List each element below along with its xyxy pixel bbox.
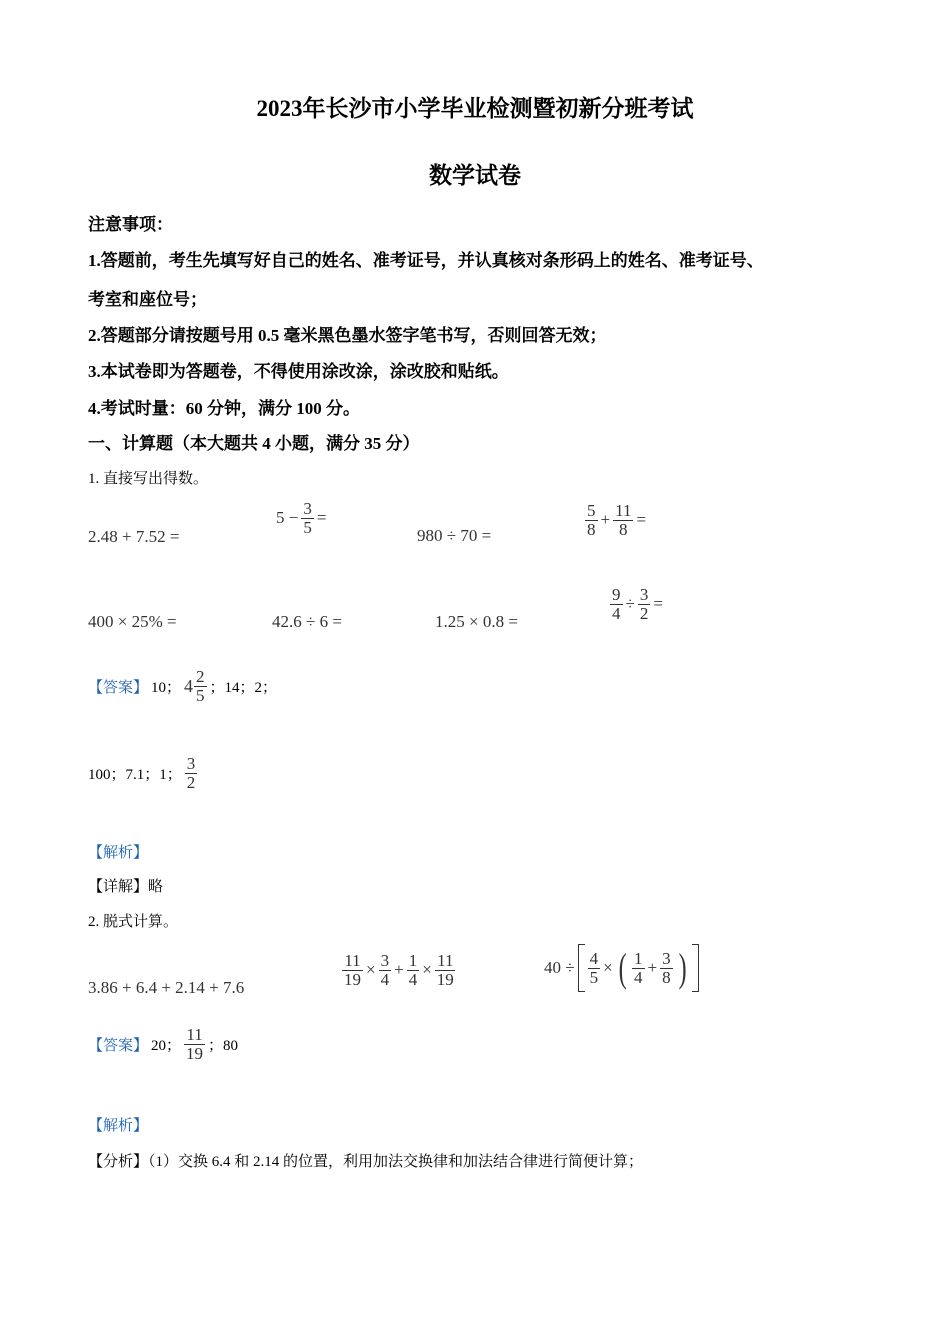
fraction-denominator: 19 <box>186 1043 204 1063</box>
q2-expr-3-fraction-3 <box>660 950 673 987</box>
q2-answer-fraction <box>184 1026 205 1063</box>
fraction-numerator: 4 <box>589 948 599 968</box>
note-item-4: 4.考试时量：60 分钟，满分 100 分。 <box>88 399 360 418</box>
times-sign: × <box>422 960 432 980</box>
answer-label: 【答案】 <box>88 679 149 696</box>
fraction-denominator: 8 <box>619 519 628 539</box>
fraction-numerator: 3 <box>639 585 649 604</box>
fraction-denominator: 4 <box>380 969 390 989</box>
q2-fenxi <box>88 1150 643 1171</box>
q1-answer <box>88 668 277 705</box>
q2-expr-2-fraction-2 <box>379 952 392 989</box>
fraction-numerator: 3 <box>662 948 671 968</box>
q1-expr-2-fraction <box>301 500 314 537</box>
q1-answer-mixed-number <box>184 668 207 705</box>
times-sign: × <box>603 958 613 977</box>
q2-expr-2 <box>342 952 456 989</box>
plus-sign: + <box>647 958 658 977</box>
plus-sign: + <box>394 960 404 980</box>
fraction-denominator: 5 <box>589 967 599 987</box>
right-paren: ) <box>678 945 687 990</box>
q2-expr-3-fraction-1 <box>588 950 601 987</box>
q1-prompt: 1. 直接写出得数。 <box>88 471 209 487</box>
fraction-denominator: 5 <box>196 685 205 705</box>
mixed-fraction <box>194 668 207 705</box>
q2-expr-2-fraction-4 <box>435 952 456 989</box>
detail-label: 【详解】 <box>88 879 149 895</box>
fraction-denominator: 4 <box>634 967 643 987</box>
note-item-1-line-1: 1.答题前，考生先填写好自己的姓名、准考证号，并认真核对条形码上的姓名、准考证号、 <box>88 251 764 270</box>
q2-expr-1: 3.86 + 6.4 + 2.14 + 7.6 <box>88 978 245 997</box>
q1-expr-3: 980 ÷ 70 = <box>417 526 492 545</box>
fraction-numerator: 11 <box>344 951 361 970</box>
fraction-denominator: 8 <box>587 519 596 539</box>
fraction-numerator: 1 <box>408 951 418 970</box>
note-item-1-line-2: 考室和座位号； <box>88 290 207 309</box>
mixed-whole: 4 <box>184 675 194 696</box>
fraction-numerator: 9 <box>612 585 621 604</box>
equals-sign: = <box>316 508 327 528</box>
equals-sign: = <box>653 594 663 614</box>
fraction-numerator: 5 <box>587 501 596 520</box>
fraction-denominator: 8 <box>662 967 671 987</box>
q2-analysis-label: 【解析】 <box>88 1118 149 1134</box>
fenxi-text: （1）交换 6.4 和 2.14 的位置，利用加法交换律和加法结合律进行简便计算； <box>148 1154 644 1170</box>
fraction-denominator: 4 <box>612 603 621 623</box>
left-paren: ( <box>618 945 627 990</box>
q1-expr-2 <box>276 500 326 537</box>
left-square-bracket <box>578 944 585 992</box>
q2-expr-2-fraction-1 <box>342 952 363 989</box>
section-1-heading: 一、计算题（本大题共 4 小题，满分 35 分） <box>88 434 420 453</box>
detail-text: 略 <box>148 879 164 895</box>
q1-expr-4-fraction-2 <box>613 502 633 539</box>
fraction-denominator: 2 <box>186 772 196 792</box>
q1-expr-8-fraction-2 <box>638 586 651 623</box>
fenxi-label: 【分析】 <box>88 1154 149 1170</box>
fraction-numerator: 3 <box>303 499 312 518</box>
q1-expr-5: 400 × 25% = <box>88 612 177 631</box>
q2-expr-3-lead: 40 ÷ <box>544 958 575 977</box>
fraction-numerator: 1 <box>634 948 643 968</box>
q1-answer-part-b: ；14；2； <box>209 679 278 696</box>
fraction-denominator: 5 <box>303 517 312 537</box>
q1-detail <box>88 875 163 896</box>
fraction-denominator: 2 <box>639 603 649 623</box>
q1-expr-2-lead: 5 − <box>276 508 299 528</box>
q1-answer-part-c: 100；7.1；1； <box>88 766 182 783</box>
q1-expr-8-fraction-1 <box>610 586 623 623</box>
fraction-numerator: 2 <box>196 667 205 686</box>
fraction-numerator: 3 <box>380 951 390 970</box>
page-title: 2023年长沙市小学毕业检测暨初新分班考试 <box>256 96 694 121</box>
q2-answer <box>88 1026 238 1063</box>
answer-label: 【答案】 <box>88 1037 149 1054</box>
fraction-denominator: 4 <box>408 969 418 989</box>
fraction-numerator: 11 <box>437 951 454 970</box>
q1-expr-4 <box>585 502 646 539</box>
q1-answer-line-2 <box>88 755 197 792</box>
equals-sign: = <box>636 510 647 530</box>
q1-expr-6: 42.6 ÷ 6 = <box>272 612 342 631</box>
q2-expr-3-fraction-2 <box>632 950 645 987</box>
q1-expr-1: 2.48 + 7.52 = <box>88 527 180 546</box>
q2-expr-2-fraction-3 <box>407 952 420 989</box>
fraction-numerator: 11 <box>186 1025 203 1044</box>
q2-expr-3 <box>544 944 699 992</box>
fraction-denominator: 19 <box>344 969 361 989</box>
q2-prompt: 2. 脱式计算。 <box>88 914 179 930</box>
q2-answer-part-a: 20； <box>151 1037 182 1054</box>
fraction-denominator: 19 <box>436 969 454 989</box>
q1-analysis-label: 【解析】 <box>88 845 149 861</box>
note-item-2: 2.答题部分请按题号用 0.5 毫米黑色墨水签字笔书写，否则回答无效； <box>88 326 607 345</box>
q1-expr-4-fraction-1 <box>585 502 598 539</box>
notes-heading: 注意事项： <box>88 215 173 234</box>
q2-answer-part-b: ；80 <box>208 1037 239 1054</box>
page-subtitle: 数学试卷 <box>429 163 521 188</box>
q1-expr-8 <box>610 586 663 623</box>
q1-answer-fraction <box>185 755 198 792</box>
q1-expr-7: 1.25 × 0.8 = <box>435 612 518 631</box>
times-sign: × <box>366 960 376 980</box>
fraction-numerator: 3 <box>186 754 196 773</box>
note-item-3: 3.本试卷即为答题卷，不得使用涂改涂，涂改胶和贴纸。 <box>88 362 509 381</box>
divide-sign: ÷ <box>625 594 635 614</box>
fraction-numerator: 11 <box>615 501 632 520</box>
q1-answer-part-a: 10； <box>151 679 182 696</box>
plus-sign: + <box>600 510 611 530</box>
right-square-bracket <box>692 944 699 992</box>
